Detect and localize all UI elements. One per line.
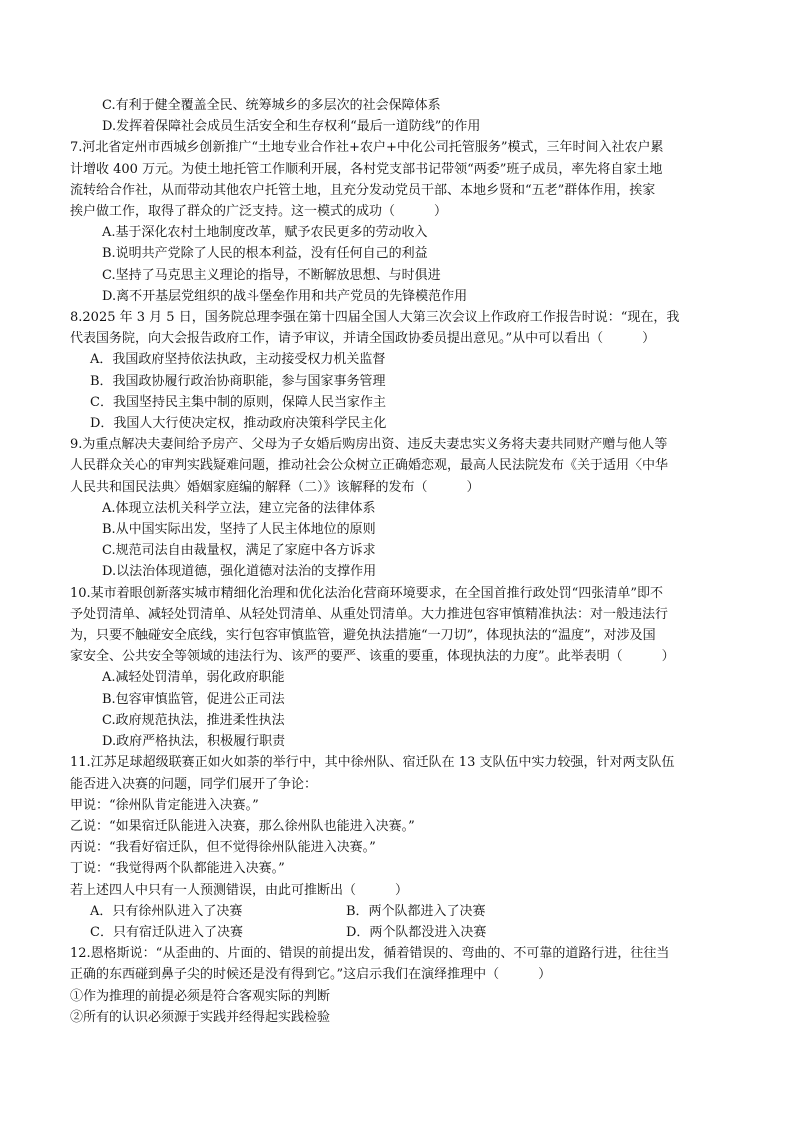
question-7-option-a: A.基于深化农村土地制度改革，赋予农民更多的劳动收入 — [102, 225, 428, 241]
question-7-stem-line: 挨户做工作，取得了群众的广泛支持。这一模式的成功（ ） — [70, 204, 448, 220]
question-12 — [70, 943, 726, 1028]
question-12-stem-line: 12.恩格斯说：“从歪曲的、片面的、错误的前提出发，循着错误的、弯曲的、不可靠的道路行进，往往当 — [70, 946, 670, 962]
question-11 — [70, 752, 726, 943]
question-7-stem-line: 流转给合作社，从而带动其他农户托管土地，且充分发动党员干部、本地乡贤和“五老”群体作用，挨家 — [70, 182, 656, 198]
question-10-stem-line: 为，只要不触碰安全底线，实行包容审慎监管，避免执法措施“一刀切”，体现执法的“温度”，对涉及国 — [70, 628, 656, 644]
question-9 — [70, 434, 726, 582]
question-10-stem-line: 家安全、公共安全等领域的违法行为、该严的要严、该重的要重，体现执法的力度”。此举表明（ ） — [70, 649, 675, 665]
question-9-option-c: C.规范司法自由裁量权，满足了家庭中各方诉求 — [102, 543, 376, 559]
question-9-stem-line: 9.为重点解决夫妻间给予房产、父母为子女婚后购房出资、违反夫妻忠实义务将夫妻共同财产赠与他人等 — [70, 437, 668, 453]
question-11-stem-line: 11.江苏足球超级联赛正如火如荼的举行中，其中徐州队、宿迁队在 13 支队伍中实力较强，针对两支队伍 — [70, 755, 675, 771]
question-7-option-b: B.说明共产党除了人民的根本利益，没有任何自己的利益 — [102, 246, 428, 262]
question-11-stem-line: 能否进入决赛的问题，同学们展开了争论： — [70, 776, 318, 792]
question-11-options-row — [70, 922, 726, 943]
question-11-option-b: B．两个队都进入了决赛 — [346, 903, 486, 919]
question-10-option-d: D.政府严格执法，积极履行职责 — [102, 734, 286, 750]
question-11-statement-bing: 丙说：“我看好宿迁队，但不觉得徐州队能进入决赛。” — [70, 840, 376, 856]
question-8-option-d: D．我国人大行使决定权，推动政府决策科学民主化 — [90, 416, 387, 432]
question-8-option-a: A．我国政府坚持依法执政，主动接受权力机关监督 — [90, 352, 386, 368]
question-8-option-b: B．我国政协履行政治协商职能，参与国家事务管理 — [90, 373, 386, 389]
question-9-option-d: D.以法治体现道德，强化道德对法治的支撑作用 — [102, 564, 377, 580]
exam-page — [70, 95, 726, 1028]
question-11-option-c: C．只有宿迁队进入了决赛 — [90, 924, 243, 940]
question-10-option-a: A.减轻处罚清单，弱化政府职能 — [102, 670, 285, 686]
question-10-stem-line: 10.某市着眼创新落实城市精细化治理和优化法治化营商环境要求，在全国首推行政处罚“四张清单”即不 — [70, 585, 663, 601]
question-10 — [70, 583, 726, 753]
question-8-stem-line: 8.2025 年 3 月 5 日，国务院总理李强在第十四届全国人大第三次会议上作政府工作报告时说：“现在，我 — [70, 310, 680, 326]
question-9-stem-line: 人民群众关心的审判实践疑难问题，推动社会公众树立正确婚恋观，最高人民法院发布《关于适用〈中华 — [70, 458, 669, 474]
question-8-option-c: C．我国坚持民主集中制的原则，保障人民当家作主 — [90, 394, 386, 410]
question-11-prompt: 若上述四人中只有一人预测错误，由此可推断出（ ） — [70, 882, 409, 898]
question-8-stem-line: 代表国务院，向大会报告政府工作，请予审议，并请全国政协委员提出意见。”从中可以看出（ ） — [70, 331, 656, 347]
question-11-statement-yi: 乙说：“如果宿迁队能进入决赛，那么徐州队也能进入决赛。” — [70, 818, 415, 834]
question-7-option-c: C.坚持了马克思主义理论的指导，不断解放思想、与时俱进 — [102, 267, 441, 283]
question-9-stem-line: 人民共和国民法典〉婚姻家庭编的解释（二）》该解释的发布（ ） — [70, 479, 480, 495]
question-12-item-1: ①作为推理的前提必须是符合客观实际的判断 — [70, 988, 331, 1004]
question-12-item-2: ②所有的认识必须源于实践并经得起实践检验 — [70, 1009, 331, 1025]
question-11-options-row — [70, 901, 726, 922]
question-10-option-c: C.政府规范执法，推进柔性执法 — [102, 712, 285, 728]
question-11-option-a: A．只有徐州队进入了决赛 — [90, 903, 243, 919]
question-11-option-d: D．两个队都没进入决赛 — [346, 924, 487, 940]
question-10-stem-line: 予处罚清单、减轻处罚清单、从轻处罚清单、从重处罚清单。大力推进包容审慎精准执法：对一般违法行 — [70, 606, 669, 622]
question-12-stem-line: 正确的东西碰到鼻子尖的时候还是没有得到它。”这启示我们在演绎推理中（ ） — [70, 967, 552, 983]
question-11-statement-ding: 丁说：“我觉得两个队都能进入决赛。” — [70, 861, 285, 877]
q6-option-c: C.有利于健全覆盖全民、统筹城乡的多层次的社会保障体系 — [102, 98, 441, 113]
question-11-statement-jia: 甲说：“徐州队肯定能进入决赛。” — [70, 797, 259, 813]
question-7-stem-line: 计增收 400 万元。为使土地托管工作顺利开展，各村党支部书记带领“两委”班子成员，率先将自家土地 — [70, 161, 663, 177]
question-9-option-a: A.体现立法机关科学立法，建立完备的法律体系 — [102, 500, 376, 516]
question-8 — [70, 307, 726, 434]
question-7-option-d: D.离不开基层党组织的战斗堡垒作用和共产党员的先锋模范作用 — [102, 288, 468, 304]
q6-option-d: D.发挥着保障社会成员生活安全和生存权利“最后一道防线”的作用 — [102, 119, 481, 135]
question-7-stem-line: 7.河北省定州市西城乡创新推广“土地专业合作社+农户+中化公司托管服务”模式，三年时间入社农户累 — [70, 140, 664, 156]
question-7 — [70, 137, 726, 307]
question-9-option-b: B.从中国实际出发，坚持了人民主体地位的原则 — [102, 522, 376, 538]
question-10-option-b: B.包容审慎监管，促进公正司法 — [102, 691, 285, 707]
